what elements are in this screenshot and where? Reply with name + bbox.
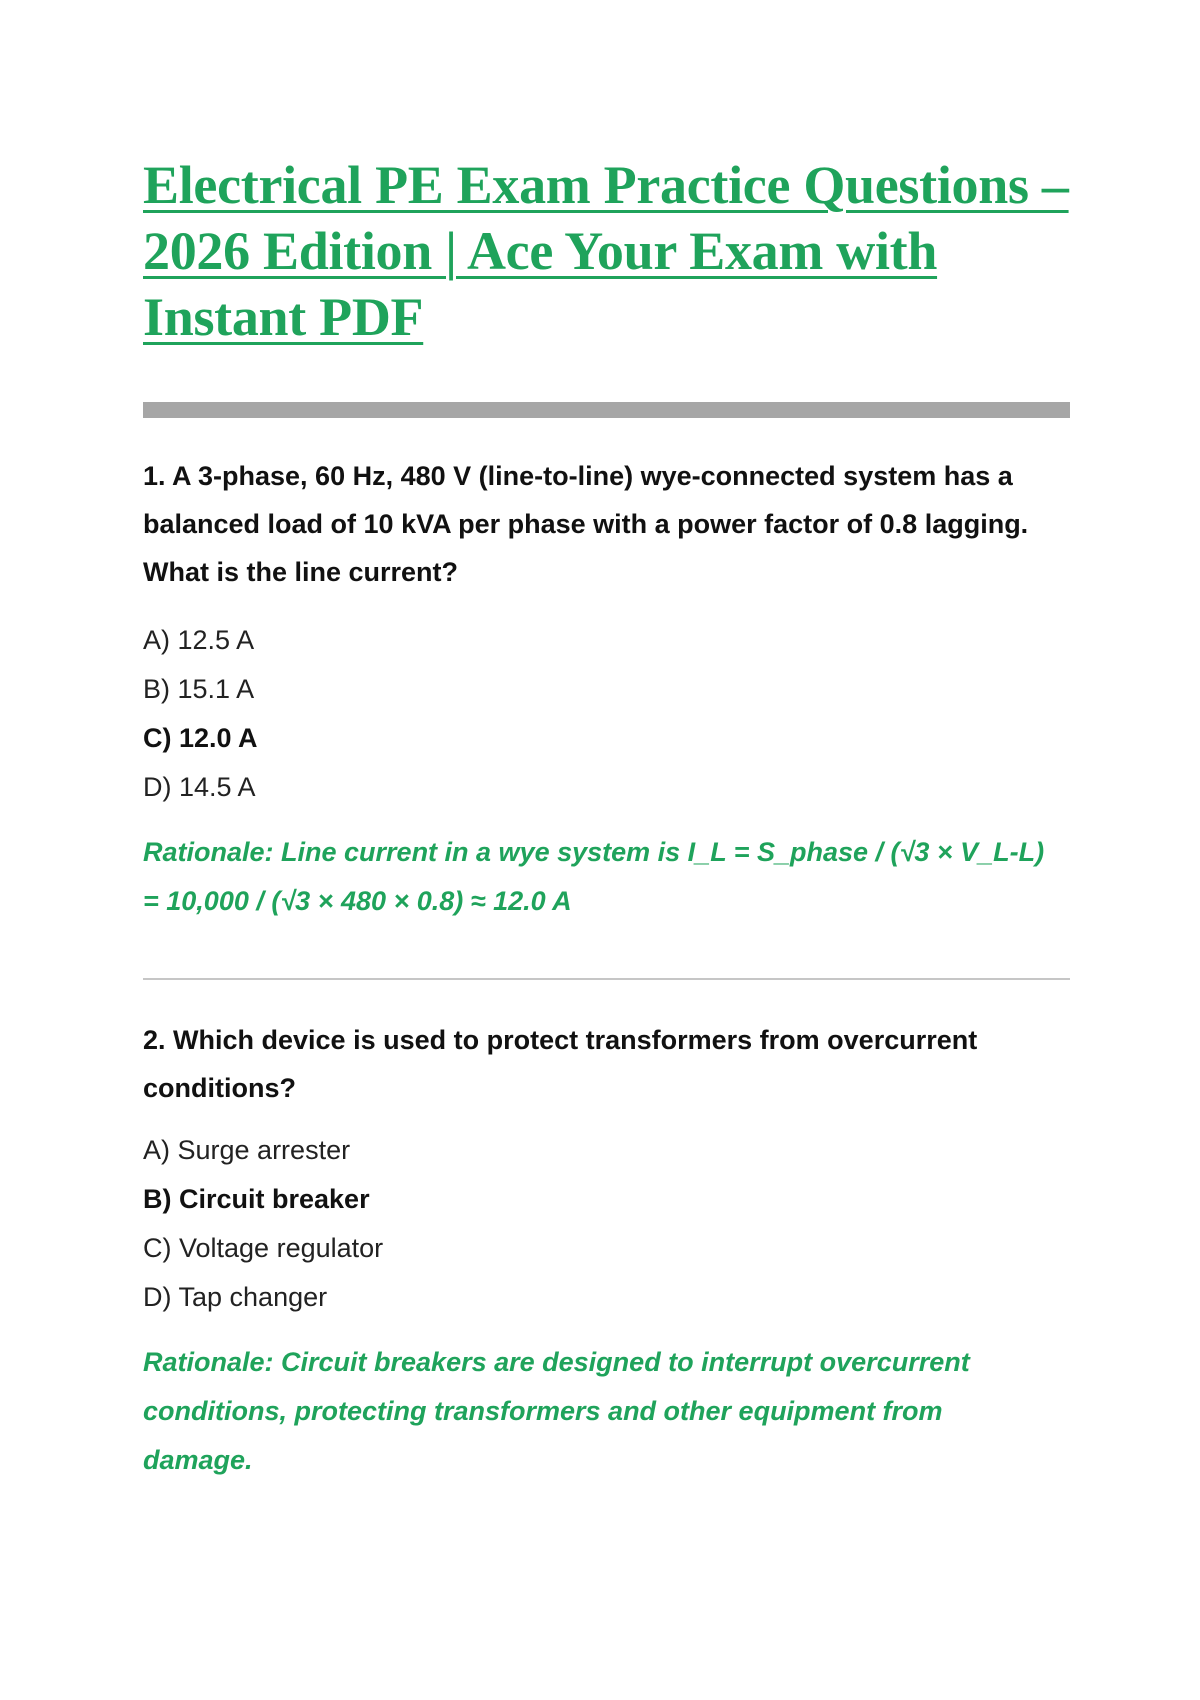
question-divider: [143, 978, 1070, 980]
title-line: Instant PDF: [143, 287, 424, 347]
document-title: [143, 152, 1073, 350]
answer-option: B) 15.1 A: [143, 674, 255, 704]
question-text-2: [143, 1016, 1073, 1112]
answer-option-correct: C) 12.0 A: [143, 723, 258, 753]
rationale-line: Rationale: Line current in a wye system is I_L = S_phase / (√3 × V_L-L): [143, 837, 1045, 867]
rationale-2: [143, 1338, 1073, 1485]
rationale-1: [143, 828, 1073, 926]
answer-option: D) Tap changer: [143, 1282, 328, 1312]
answer-option: A) Surge arrester: [143, 1135, 351, 1165]
rationale-line: = 10,000 / (√3 × 480 × 0.8) ≈ 12.0 A: [143, 886, 572, 916]
answer-options-2: [143, 1126, 1073, 1322]
answer-option-correct: B) Circuit breaker: [143, 1184, 370, 1214]
rationale-line: Rationale: Circuit breakers are designed to interrupt overcurrent: [143, 1347, 970, 1377]
question-line: conditions?: [143, 1073, 296, 1103]
answer-option: C) Voltage regulator: [143, 1233, 384, 1263]
answer-option: A) 12.5 A: [143, 625, 255, 655]
answer-option: D) 14.5 A: [143, 772, 256, 802]
question-line: What is the line current?: [143, 557, 459, 587]
title-line: 2026 Edition | Ace Your Exam with: [143, 221, 938, 281]
answer-options-1: [143, 616, 1073, 812]
question-text-1: [143, 452, 1073, 596]
document-content: [143, 152, 1073, 1485]
question-line: 1. A 3-phase, 60 Hz, 480 V (line-to-line) wye-connected system has a: [143, 461, 1013, 491]
question-line: 2. Which device is used to protect transformers from overcurrent: [143, 1025, 978, 1055]
question-line: balanced load of 10 kVA per phase with a power factor of 0.8 lagging.: [143, 509, 1029, 539]
question-block-1: [143, 452, 1073, 926]
question-block-2: [143, 1016, 1073, 1485]
rationale-line: damage.: [143, 1445, 253, 1475]
title-line: Electrical PE Exam Practice Questions –: [143, 155, 1069, 215]
section-divider-heavy: [143, 402, 1070, 418]
rationale-line: conditions, protecting transformers and other equipment from: [143, 1396, 943, 1426]
